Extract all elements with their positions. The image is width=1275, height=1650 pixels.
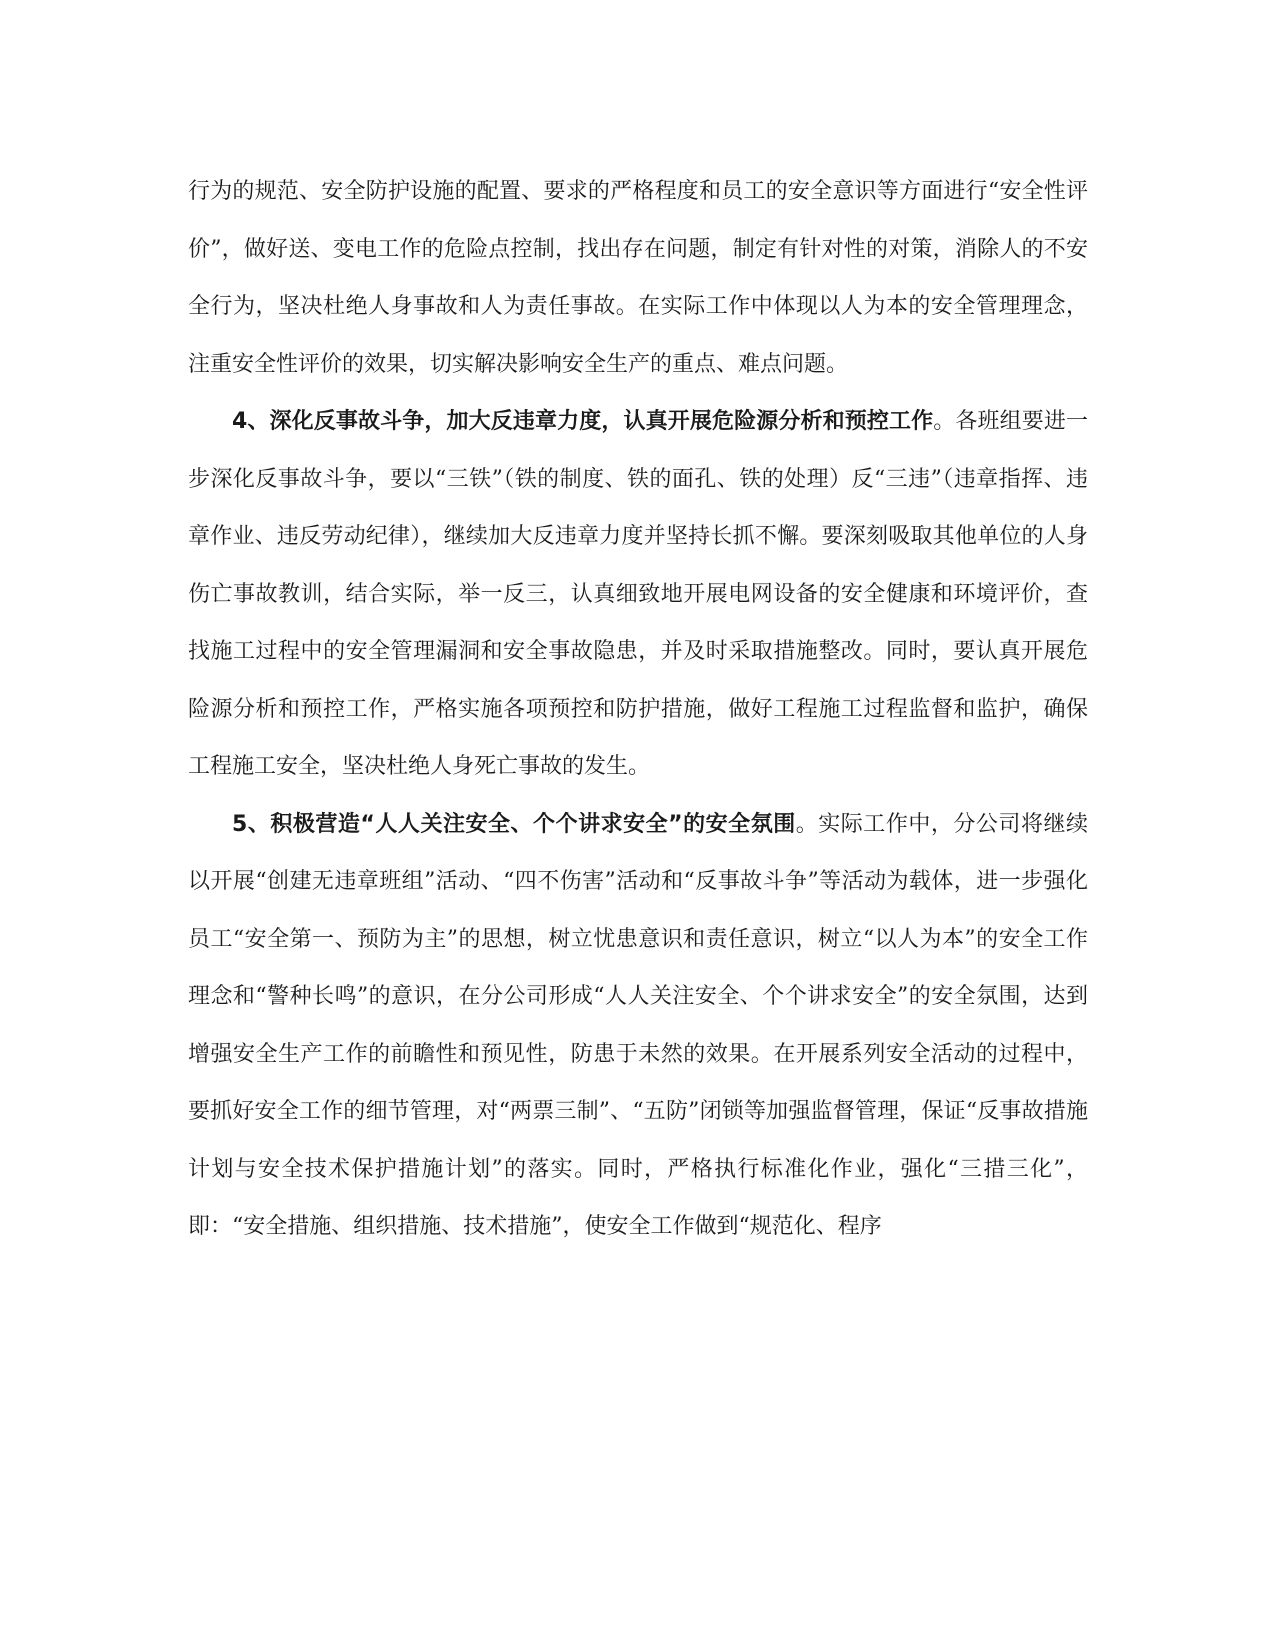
- paragraph-heading: 5、积极营造“人人关注安全、个个讲求安全”的安全氛围: [232, 811, 796, 837]
- paragraph-text: 。各班组要进一步深化反事故斗争，要以“三铁”（铁的制度、铁的面孔、铁的处理）反“三违”（违章指挥、违章作业、违反劳动纪律），继续加大反违章力度并坚持长抓不懈。要深刻吸取其他单位的人身伤亡事故教训，结合实际，举一反三，认真细致地开展电网设备的安全健康和环境评价，查找施工过程中的安全管理漏洞和安全事故隐患，并及时采取措施整改。同时，要认真开展危险源分析和预控工作，严格实施各项预控和防护措施，做好工程施工过程监督和监护，确保工程施工安全，坚决杜绝人身死亡事故的发生。: [188, 409, 1088, 779]
- paragraph-heading: 4、深化反事故斗争，加大反违章力度，认真开展危险源分析和预控工作: [232, 409, 934, 434]
- paragraph-item-4: [188, 393, 1088, 796]
- paragraph-continuation: [188, 163, 1088, 393]
- paragraph-text: 。实际工作中，分公司将继续以开展“创建无违章班组”活动、“四不伤害”活动和“反事故斗争”等活动为载体，进一步强化员工“安全第一、预防为主”的思想，树立忧患意识和责任意识，树立“以人为本”的安全工作理念和“警种长鸣”的意识，在分公司形成“人人关注安全、个个讲求安全”的安全氛围，达到增强安全生产工作的前瞻性和预见性，防患于未然的效果。在开展系列安全活动的过程中，要抓好安全工作的细节管理，对“两票三制”、“五防”闭锁等加强监督管理，保证“反事故措施计划与安全技术保护措施计划”的落实。同时，严格执行标准化作业，强化“三措三化”，即：“安全措施、组织措施、技术措施”，使安全工作做到“规范化、程序: [188, 811, 1088, 1239]
- document-body: [188, 163, 1088, 1256]
- paragraph-text: 行为的规范、安全防护设施的配置、要求的严格程度和员工的安全意识等方面进行“安全性评价”，做好送、变电工作的危险点控制，找出存在问题，制定有针对性的对策，消除人的不安全行为，坚决杜绝人身事故和人为责任事故。在实际工作中体现以人为本的安全管理理念，注重安全性评价的效果，切实解决影响安全生产的重点、难点问题。: [188, 179, 1088, 377]
- paragraph-item-5: [188, 796, 1088, 1256]
